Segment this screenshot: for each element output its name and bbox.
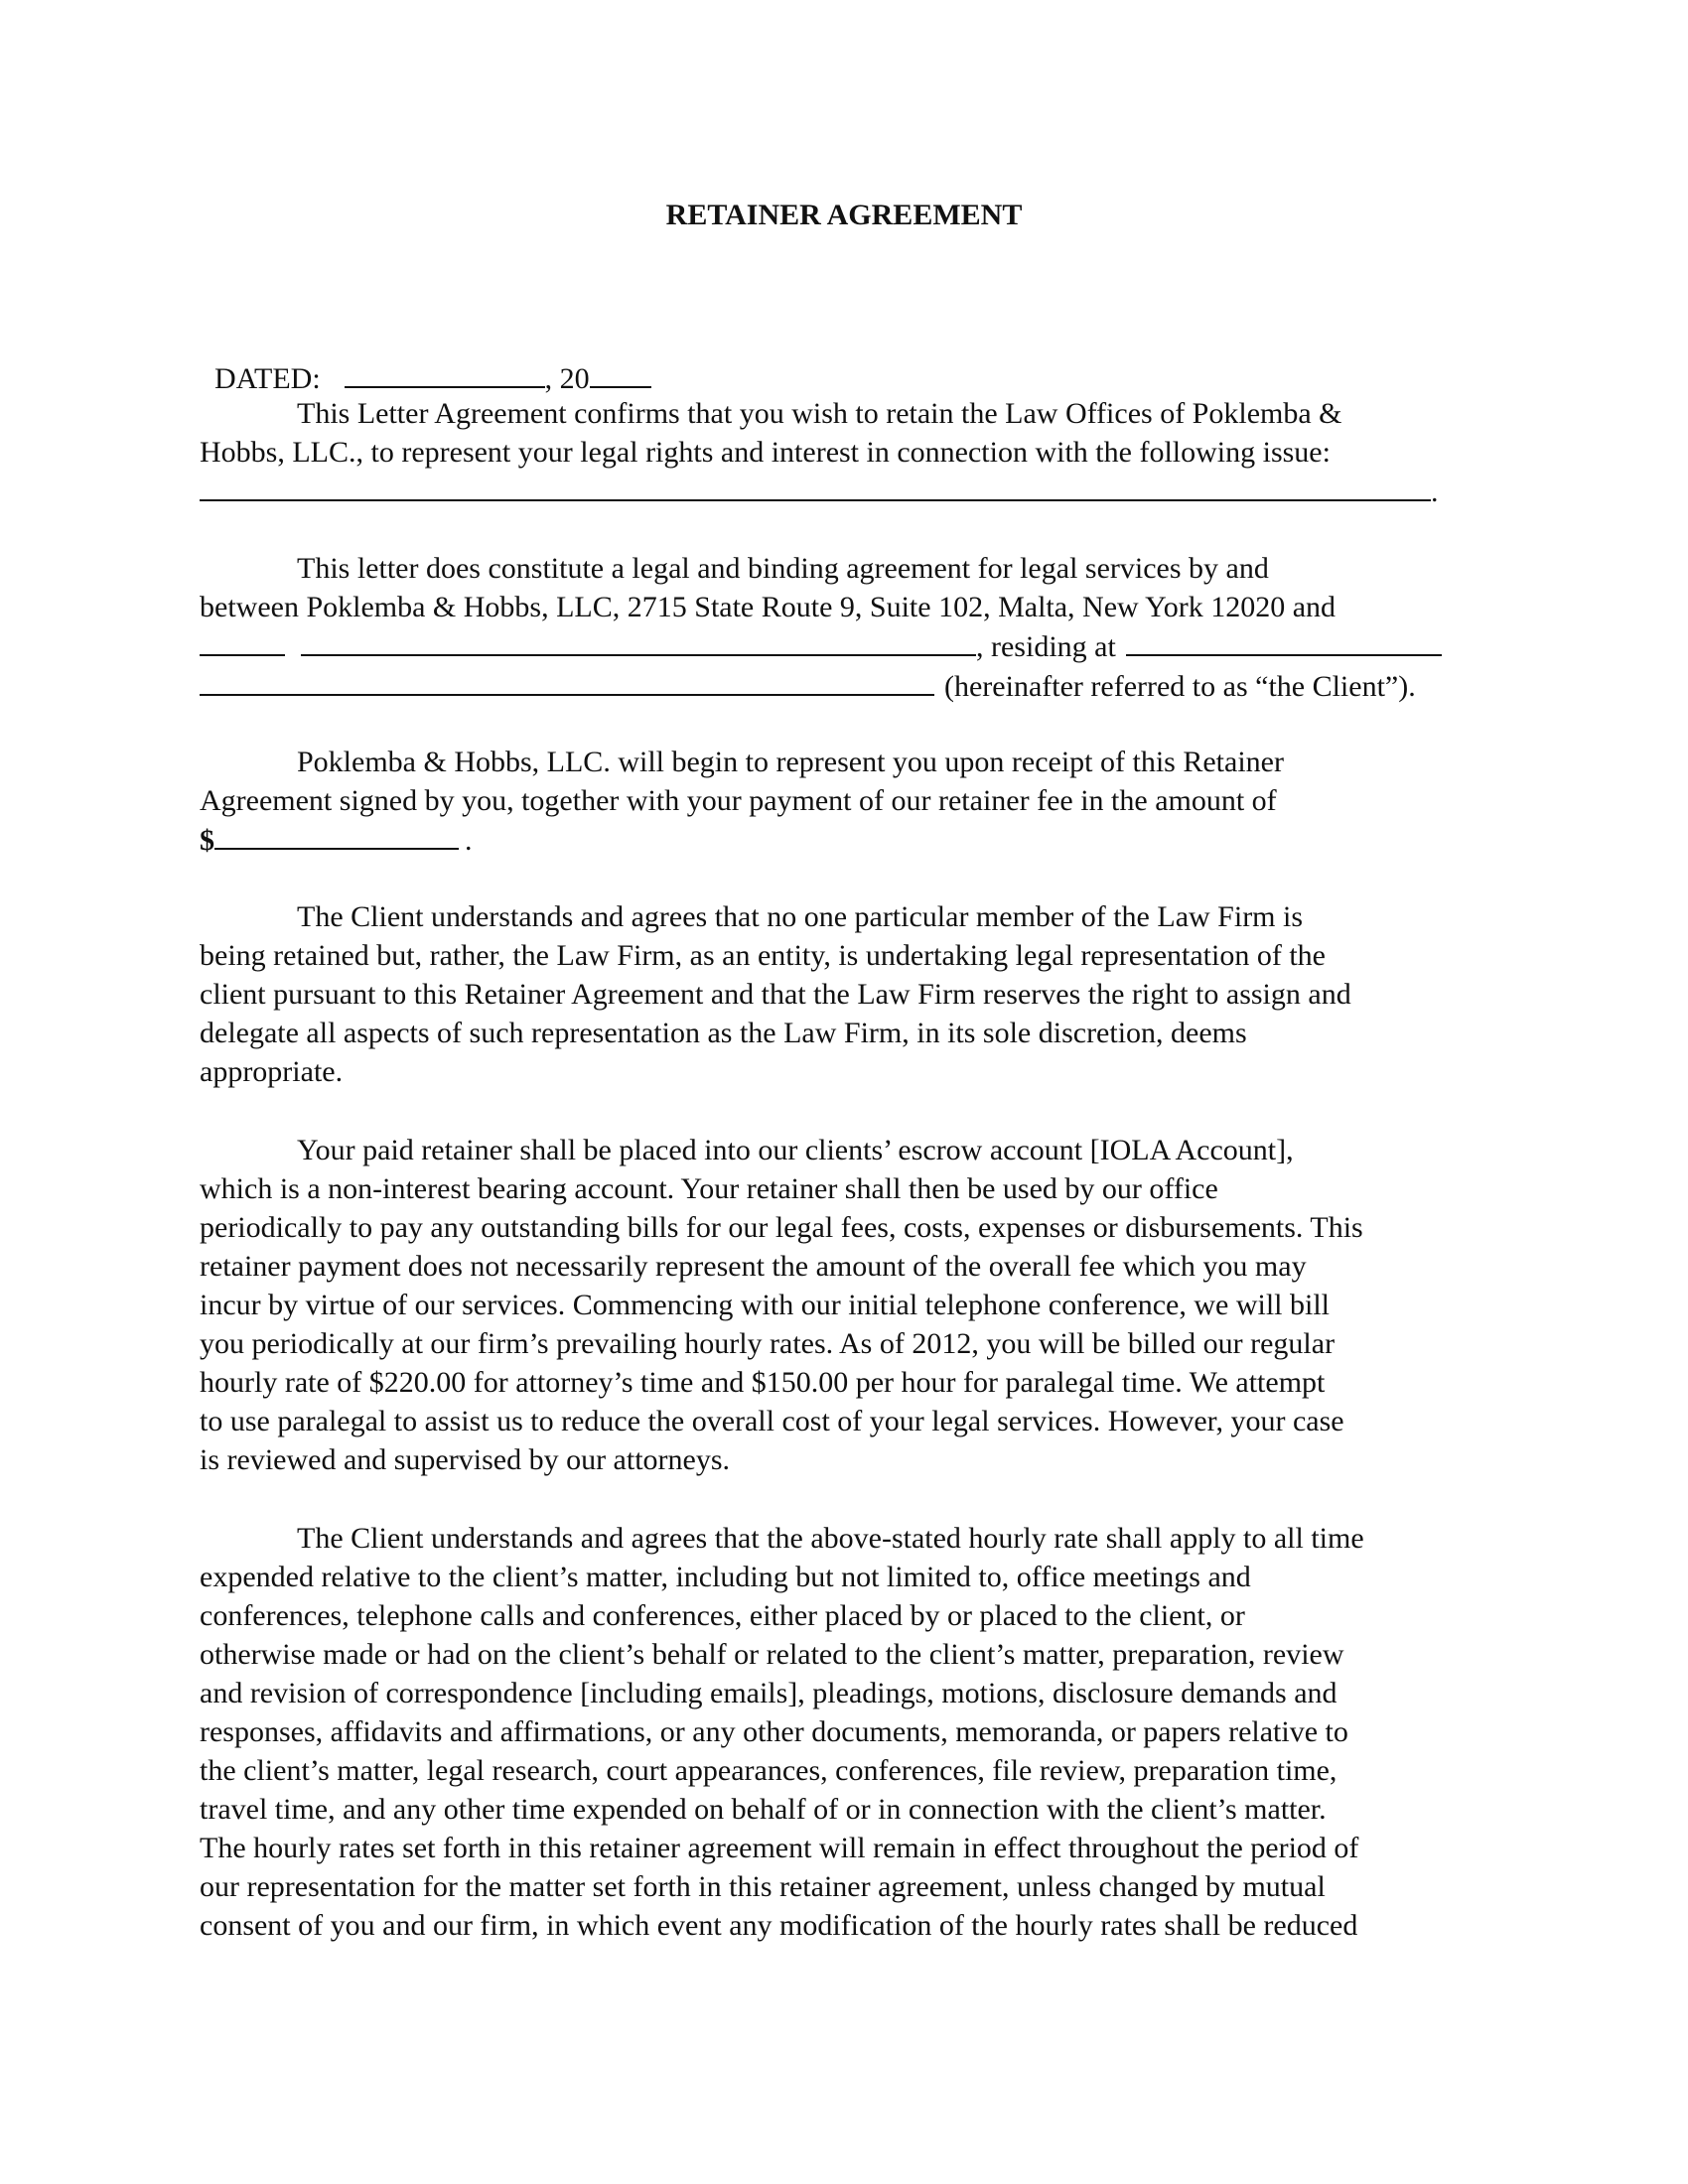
hereinafter-text: (hereinafter referred to as “the Client”). (944, 670, 1416, 703)
p5-line: incur by virtue of our services. Commencing with our initial telephone conference, we will bill (200, 1289, 1331, 1321)
p6-line: travel time, and any other time expended on behalf of or in connection with the client’s matter. (200, 1793, 1327, 1826)
dated-year-prefix: , 20 (544, 362, 590, 395)
p5-line: which is a non-interest bearing account. Your retainer shall then be used by our office (200, 1172, 1218, 1205)
p6-line: The hourly rates set forth in this retainer agreement will remain in effect throughout the period of (200, 1832, 1359, 1864)
p6-line: conferences, telephone calls and conferences, either placed by or placed to the client, or (200, 1599, 1245, 1632)
document-title: RETAINER AGREEMENT (665, 199, 1023, 231)
p4-line: client pursuant to this Retainer Agreement and that the Law Firm reserves the right to assign and (200, 978, 1351, 1011)
dollar-sign: $ (200, 824, 214, 857)
p5-line: is reviewed and supervised by our attorneys. (200, 1443, 731, 1476)
paragraph-3 (200, 743, 1490, 860)
client-title-blank[interactable] (200, 626, 285, 656)
retainer-amount-blank[interactable] (214, 820, 459, 850)
year-blank[interactable] (590, 358, 651, 388)
p1-line-1: This Letter Agreement confirms that you wish to retain the Law Offices of Poklemba & (297, 397, 1342, 430)
residing-at-label: , residing at (976, 630, 1116, 663)
paragraph-2 (200, 549, 1490, 706)
p1-period: . (1431, 476, 1439, 508)
p3-line-1: Poklemba & Hobbs, LLC. will begin to represent you upon receipt of this Retainer (297, 746, 1284, 778)
p5-line: periodically to pay any outstanding bills for our legal fees, costs, expenses or disbursements. This (200, 1211, 1363, 1244)
client-name-blank[interactable] (301, 626, 976, 656)
issue-blank[interactable] (200, 472, 1431, 501)
p2-line-1: This letter does constitute a legal and binding agreement for legal services by and (297, 552, 1269, 585)
p5-line: hourly rate of $220.00 for attorney’s time and $150.00 per hour for paralegal time. We attempt (200, 1366, 1326, 1399)
residence-blank-2[interactable] (200, 666, 934, 696)
p5-line: you periodically at our firm’s prevailing hourly rates. As of 2012, you will be billed our regular (200, 1327, 1336, 1360)
p1-line-2: Hobbs, LLC., to represent your legal rights and interest in connection with the following issue: (200, 436, 1331, 469)
p6-line: consent of you and our firm, in which event any modification of the hourly rates shall be reduced (200, 1909, 1358, 1942)
p6-line: otherwise made or had on the client’s behalf or related to the client’s matter, preparation, review (200, 1638, 1344, 1671)
p6-line: our representation for the matter set forth in this retainer agreement, unless changed by mutual (200, 1870, 1326, 1903)
p5-line: Your paid retainer shall be placed into our clients’ escrow account [IOLA Account], (297, 1134, 1294, 1166)
p3-period: . (465, 824, 473, 857)
date-blank[interactable] (345, 358, 545, 388)
p5-line: to use paralegal to assist us to reduce the overall cost of your legal services. However, your case (200, 1405, 1344, 1437)
residence-blank-1[interactable] (1126, 626, 1442, 656)
p4-line: appropriate. (200, 1055, 344, 1088)
p3-line-2: Agreement signed by you, together with your payment of our retainer fee in the amount of (200, 784, 1277, 817)
p6-line: expended relative to the client’s matter, including but not limited to, office meetings and (200, 1561, 1251, 1593)
p6-line: and revision of correspondence [including emails], pleadings, motions, disclosure demands and (200, 1677, 1337, 1709)
p4-line: delegate all aspects of such representation as the Law Firm, in its sole discretion, deems (200, 1017, 1247, 1049)
p5-line: retainer payment does not necessarily represent the amount of the overall fee which you may (200, 1250, 1307, 1283)
p4-line: being retained but, rather, the Law Firm, as an entity, is undertaking legal representation of the (200, 939, 1326, 972)
p6-line: The Client understands and agrees that the above-stated hourly rate shall apply to all time (297, 1522, 1364, 1555)
paragraph-1 (200, 394, 1490, 511)
paragraph-5 (200, 1131, 1490, 1479)
paragraph-6 (200, 1519, 1490, 1945)
paragraph-4 (200, 897, 1490, 1091)
p4-line: The Client understands and agrees that no one particular member of the Law Firm is (297, 900, 1304, 933)
dated-line (200, 320, 651, 398)
p6-line: the client’s matter, legal research, court appearances, conferences, file review, preparation time, (200, 1754, 1337, 1787)
p2-line-2: between Poklemba & Hobbs, LLC, 2715 State Route 9, Suite 102, Malta, New York 12020 and (200, 591, 1336, 623)
dated-label: DATED: (214, 362, 321, 395)
p6-line: responses, affidavits and affirmations, or any other documents, memoranda, or papers relative to (200, 1715, 1348, 1748)
